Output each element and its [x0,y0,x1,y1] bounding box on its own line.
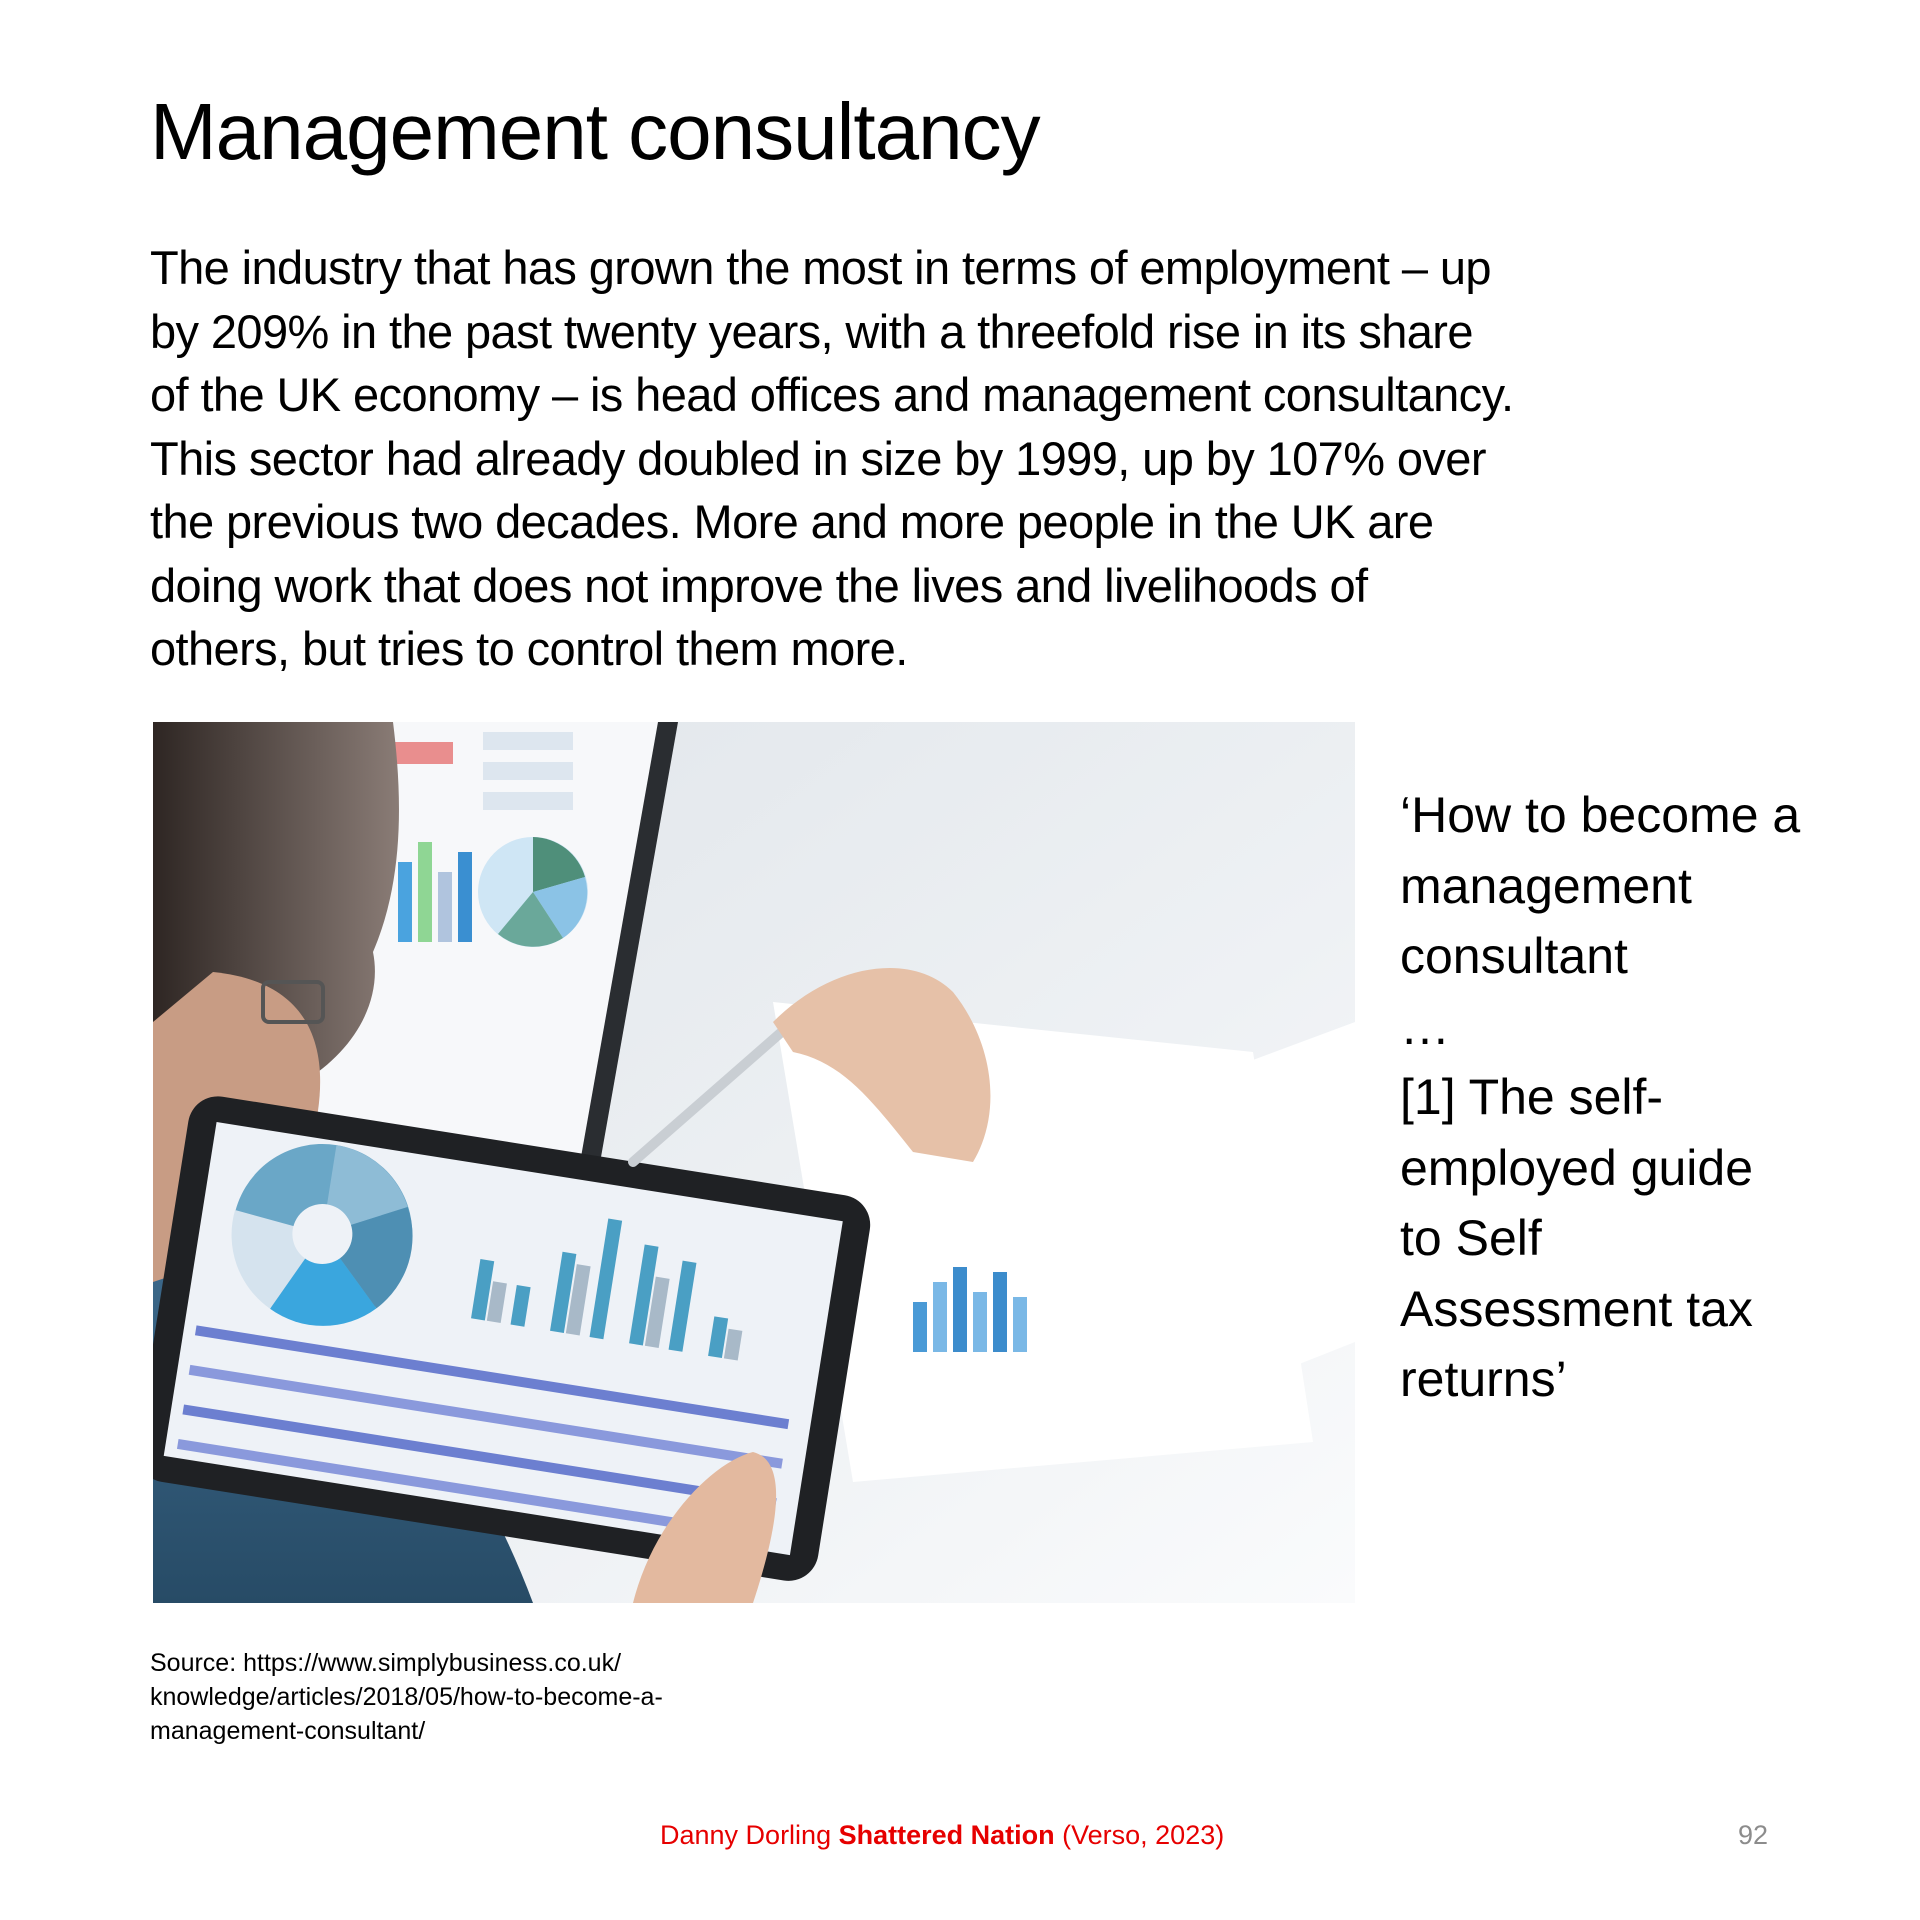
body-paragraph [150,236,1790,681]
body-line: the previous two decades. More and more people in the UK are [150,495,1434,548]
side-line: to Self [1400,1210,1542,1266]
footer-author: Danny Dorling [660,1820,839,1850]
side-line: Assessment tax [1400,1280,1753,1337]
footer-publisher: (Verso, 2023) [1054,1820,1225,1850]
footer-citation [660,1820,1224,1851]
consultant-tablet-photo [153,722,1355,1603]
body-line: The industry that has grown the most in terms of employment – up [150,241,1491,294]
side-line: ‘How to become a [1400,787,1801,843]
source-line: Source: https://www.simplybusiness.co.uk/ [150,1649,622,1677]
body-line: by 209% in the past twenty years, with a threefold rise in its share [150,304,1473,358]
body-line: This sector had already doubled in size by 1999, up by 107% over [150,431,1486,485]
body-line: doing work that does not improve the lives and livelihoods of [150,558,1368,612]
body-line: others, but tries to control them more. [150,622,908,675]
side-line: employed guide [1400,1139,1754,1196]
side-line: management [1400,857,1692,914]
footer-book-title: Shattered Nation [838,1820,1055,1850]
side-line: consultant [1400,928,1628,984]
page-number: 92 [1738,1820,1769,1850]
side-line: returns’ [1400,1351,1567,1407]
source-line: management-consultant/ [150,1717,426,1745]
side-quote [1400,780,1800,1415]
source-citation [150,1646,663,1748]
side-line: [1] The self- [1400,1069,1664,1125]
side-line: … [1400,998,1450,1055]
source-line: knowledge/articles/2018/05/how-to-become-a- [150,1683,663,1711]
slide-title: Management consultancy [150,87,1040,176]
body-line: of the UK economy – is head offices and management consultancy. [150,368,1514,421]
